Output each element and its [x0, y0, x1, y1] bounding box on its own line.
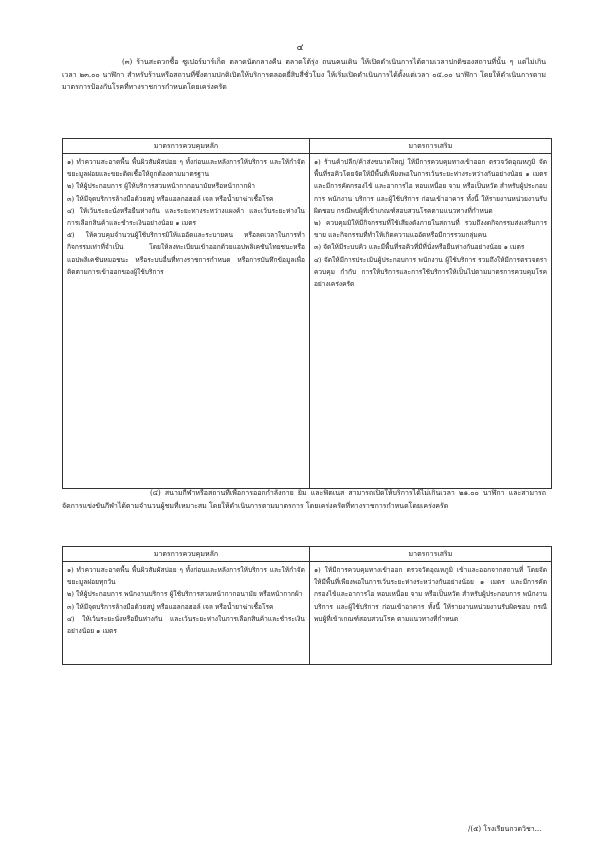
- table-header-extra-measures: มาตรการเสริม: [309, 547, 551, 562]
- paragraph-sports-venues: (๔) สนามกีฬาหรือสถานที่เพื่อการออกกำลังกาย ยิม และฟิตเนส สามารถเปิดให้บริการได้ไม่เกินเวลา ๒๑.๐๐ นาฬิกา และสามารถจัดการแข่งขันกีฬาได้ตามจำนวนผู้ชมที่เหมาะสม โดยให้ดำเนินการตามมาตรการ โดยเคร่งครัดที่ทางราชการกำหนดโดยเคร่งครัด: [62, 489, 546, 510]
- main-measures-cell: [63, 562, 310, 665]
- paragraph-convenience-stores: (๓) ร้านสะดวกซื้อ ซูเปอร์มาร์เก็ต ตลาดนัดกลางคืน ตลาดโต้รุ่ง ถนนคนเดิน ให้เปิดดำเนินการได้ตามเวลาปกติของสถานที่นั้น ๆ แต่ไม่เกินเวลา ๒๓.๐๐ นาฬิกา สำหรับร้านหรือสถานที่ซึ่งตามปกติเปิดให้บริการตลอดยี่สิบสี่ชั่วโมง ให้เริ่มเปิดดำเนินการได้ตั้งแต่เวลา ๐๔.๐๐ นาฬิกา โดยให้ดำเนินการตามมาตรการป้องกันโรคที่ทางราชการกำหนดโดยเคร่งครัด: [62, 58, 546, 92]
- extra-measure-item: ๓) จัดให้มีระบบคิว และมีพื้นที่รอคิวที่มีที่นั่งหรือยืนห่างกันอย่างน้อย ๑ เมตร: [313, 243, 525, 252]
- extra-measure-item: ๑) ให้มีการควบคุมทางเข้าออก ตรวจวัดอุณหภูมิ เข้าและออกจากสถานที่ โดยจัดให้มีพื้นที่เพียงพอในการเว้นระยะห่างระหว่างกันอย่างน้อย ๑ เมตร และมีการคัดกรองไข้และอาการไอ หอบเหนื่อย จาม หรือเป็นหวัด สำหรับผู้ประกอบการ พนักงาน บริการ และผู้ใช้บริการ ก่อนเข้าอาคาร ทั้งนี้ ให้รายงานหน่วยงานรับผิดชอบ กรณีพบผู้ที่เข้าเกณฑ์สอบสวนโรค ตามแนวทางที่กำหนด: [313, 566, 547, 623]
- table-header-main-measures: มาตรการควบคุมหลัก: [63, 139, 310, 154]
- table-header-extra-measures: มาตรการเสริม: [309, 139, 551, 154]
- main-measure-item: ๔) ให้เว้นระยะนั่งหรือยืนห่างกัน และเว้นระยะห่างในการเลือกสินค้าและชำระเงินอย่างน้อย ๑ เมตร: [67, 614, 305, 636]
- continued-marker: /(๕) โรงเรียนกวดวิชา...: [468, 825, 542, 833]
- main-measure-item: ๔) ให้เว้นระยะนั่งหรือยืนห่างกัน และระยะทางระหว่างแผงค้า และเว้นระยะห่างในการเลือกสินค้าและชำระเงินอย่างน้อย ๑ เมตร: [67, 206, 305, 228]
- extra-measures-cell: [309, 154, 551, 489]
- extra-measures-cell: [309, 562, 551, 665]
- measures-table-stores: [62, 138, 552, 489]
- main-measures-cell: [63, 154, 310, 489]
- main-measure-item: ๒) ให้ผู้ประกอบการ พนักงานบริการ ผู้ใช้บริการสวมหน้ากากอนามัย หรือหน้ากากผ้า: [67, 590, 303, 599]
- extra-measure-item: ๔) จัดให้มีการประเมินผู้ประกอบการ พนักงาน ผู้ใช้บริการ รวมถึงให้มีการตรวจตรา ควบคุม กำกับ การให้บริการและการใช้บริการให้เป็นไปตามมาตรการควบคุมโรคอย่างเคร่งครัด: [313, 255, 547, 289]
- main-measure-item: ๒) ให้ผู้ประกอบการ ผู้ให้บริการสวมหน้ากากอนามัยหรือหน้ากากผ้า: [67, 182, 255, 191]
- main-measure-item: ๕) ให้ควบคุมจำนวนผู้ใช้บริการมิให้แออัดและระบายคน หรือลดเวลาในการทำกิจกรรมเท่าที่จำเป็น โดยให้ลงทะเบียนเข้าออกด้วยแอปพลิเคชันไทยชนะหรือแอปพลิเคชันหมอชนะ หรือระบบอื่นที่ทางราชการกำหนด หรือการบันทึกข้อมูลเพื่อติดตามการเข้าออกของผู้ใช้บริการ: [67, 231, 305, 276]
- measures-table-sports: [62, 546, 552, 665]
- extra-measure-item: ๒) ควบคุมมิให้มีกิจกรรมที่ใช้เสียงดังภายในสถานที่ รวมถึงงดกิจกรรมส่งเสริมการขาย และกิจกรรมที่ทำให้เกิดความแออัดหรือมีการรวมกลุ่มคน: [313, 219, 547, 240]
- page-number: ๔: [296, 43, 304, 53]
- table-header-main-measures: มาตรการควบคุมหลัก: [63, 547, 310, 562]
- extra-measure-item: ๑) ร้านค้าปลีก/ค้าส่งขนาดใหญ่ ให้มีการควบคุมทางเข้าออก ตรวจวัดอุณหภูมิ จัดพื้นที่รอคิวโดยจัดให้มีพื้นที่เพียงพอในการเว้นระยะห่างระหว่างกันอย่างน้อย ๑ เมตร และมีการคัดกรองไข้ และอาการไอ หอบเหนื่อย จาม หรือเป็นหวัด สำหรับผู้ประกอบการ พนักงาน บริการ และผู้ใช้บริการ ก่อนเข้าอาคาร ทั้งนี้ ให้รายงานหน่วยงานรับผิดชอบ กรณีพบผู้ที่เข้าเกณฑ์สอบสวนโรคตามแนวทางที่กำหนด: [313, 158, 547, 215]
- main-measure-item: ๑) ทำความสะอาดพื้น พื้นผิวสัมผัสบ่อย ๆ ทั้งก่อนและหลังการให้บริการ และให้กำจัดขยะมูลฝอยทุกวัน: [67, 566, 305, 587]
- main-measure-item: ๓) ให้มีจุดบริการล้างมือด้วยสบู่ หรือแอลกอฮอล์ เจล หรือน้ำยาฆ่าเชื้อโรค: [67, 194, 274, 203]
- main-measure-item: ๑) ทำความสะอาดพื้น พื้นผิวสัมผัสบ่อย ๆ ทั้งก่อนและหลังการให้บริการ และให้กำจัดขยะมูลฝอยและขยะติดเชื้อให้ถูกต้องตามมาตรฐาน: [67, 158, 305, 179]
- main-measure-item: ๓) ให้มีจุดบริการล้างมือด้วยสบู่ หรือแอลกอฮอล์ เจล หรือน้ำยาฆ่าเชื้อโรค: [67, 602, 274, 611]
